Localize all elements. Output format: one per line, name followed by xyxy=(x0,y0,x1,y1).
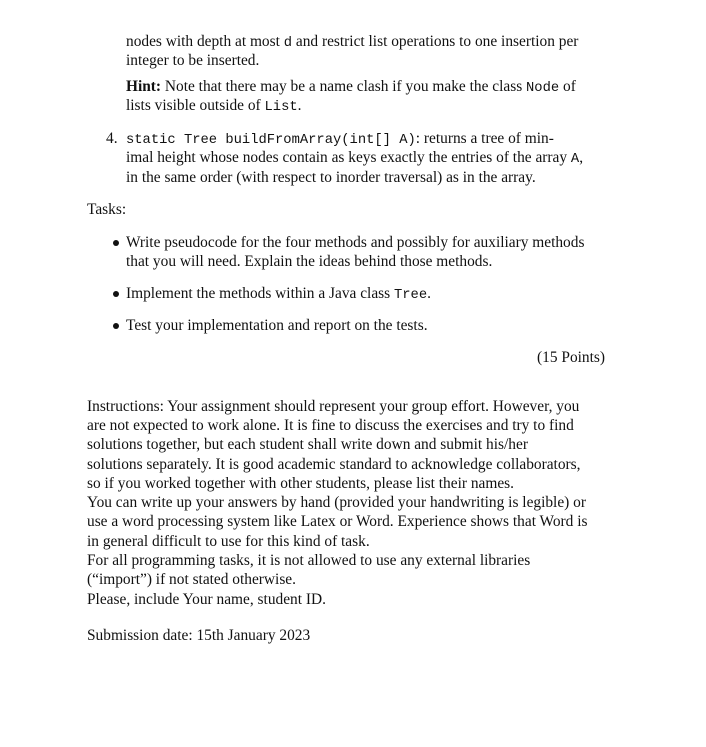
submission-line xyxy=(87,626,310,645)
item-4-text-2-rest: , xyxy=(579,149,584,166)
hint-text-2-rest: . xyxy=(297,97,302,114)
points-label: (15 Points) xyxy=(537,349,605,366)
continued-text-rest: and restrict list operations to one insertion per xyxy=(292,33,579,50)
task-2-text-rest: . xyxy=(427,285,431,302)
task-3: Test your implementation and report on the tests. xyxy=(126,317,428,334)
hint-text-rest: of xyxy=(559,78,576,95)
continued-line-1 xyxy=(126,32,578,53)
code-build-from-array: static Tree buildFromArray(int[] A) xyxy=(126,133,416,148)
hint-label: Hint: xyxy=(126,78,162,95)
item-4-line-3: in the same order (with respect to inorder traversal) as in the array. xyxy=(126,169,536,186)
code-list: List xyxy=(264,100,298,115)
hint-text: Note that there may be a name clash if you make the class xyxy=(161,78,527,95)
instructions-line-7: use a word processing system like Latex or Word. Experience shows that Word is xyxy=(87,513,588,530)
instructions-line-10: (“import”) if not stated otherwise. xyxy=(87,571,296,588)
continued-text: nodes with depth at most xyxy=(126,33,284,50)
task-1-line-1: Write pseudocode for the four methods and possibly for auxiliary methods xyxy=(126,234,585,251)
instructions-line-6: You can write up your answers by hand (provided your handwriting is legible) or xyxy=(87,494,586,511)
code-a: A xyxy=(570,152,580,167)
instructions-line-1: Instructions: Your assignment should represent your group effort. However, you xyxy=(87,398,580,415)
instructions-line-3: solutions together, but each student shall write down and submit his/her xyxy=(87,436,528,453)
submission-date: 15th January 2023 xyxy=(196,627,311,644)
instructions-line-11: Please, include Your name, student ID. xyxy=(87,591,326,608)
item-4-text: : returns a tree of min- xyxy=(415,130,554,147)
task-2-text: Implement the methods within a Java class xyxy=(126,285,394,302)
hint-line-2 xyxy=(126,96,302,117)
item-4-line-2 xyxy=(126,148,583,169)
instructions-line-2: are not expected to work alone. It is fine to discuss the exercises and try to find xyxy=(87,417,574,434)
instructions-line-9: For all programming tasks, it is not allowed to use any external libraries xyxy=(87,552,531,569)
item-4-line-1 xyxy=(126,129,554,150)
bullet-icon xyxy=(113,240,119,246)
bullet-icon xyxy=(113,291,119,297)
code-tree: Tree xyxy=(394,288,428,303)
instructions-line-5: so if you worked together with other students, please list their names. xyxy=(87,475,514,492)
hint-text-2: lists visible outside of xyxy=(126,97,265,114)
instructions-line-4: solutions separately. It is good academic standard to acknowledge collaborators, xyxy=(87,456,581,473)
submission-label: Submission date: xyxy=(87,627,197,644)
hint-line-1 xyxy=(126,77,576,98)
bullet-icon xyxy=(113,323,119,329)
item-4-text-2: imal height whose nodes contain as keys exactly the entries of the array xyxy=(126,149,571,166)
tasks-heading: Tasks: xyxy=(87,201,127,218)
continued-line-2: integer to be inserted. xyxy=(126,52,260,69)
code-d: d xyxy=(283,36,293,51)
task-1-line-2: that you will need. Explain the ideas behind those methods. xyxy=(126,253,493,270)
item-4-number: 4. xyxy=(106,130,118,147)
instructions-line-8: in general difficult to use for this kind of task. xyxy=(87,533,370,550)
code-node: Node xyxy=(526,81,560,96)
task-2 xyxy=(126,284,431,305)
